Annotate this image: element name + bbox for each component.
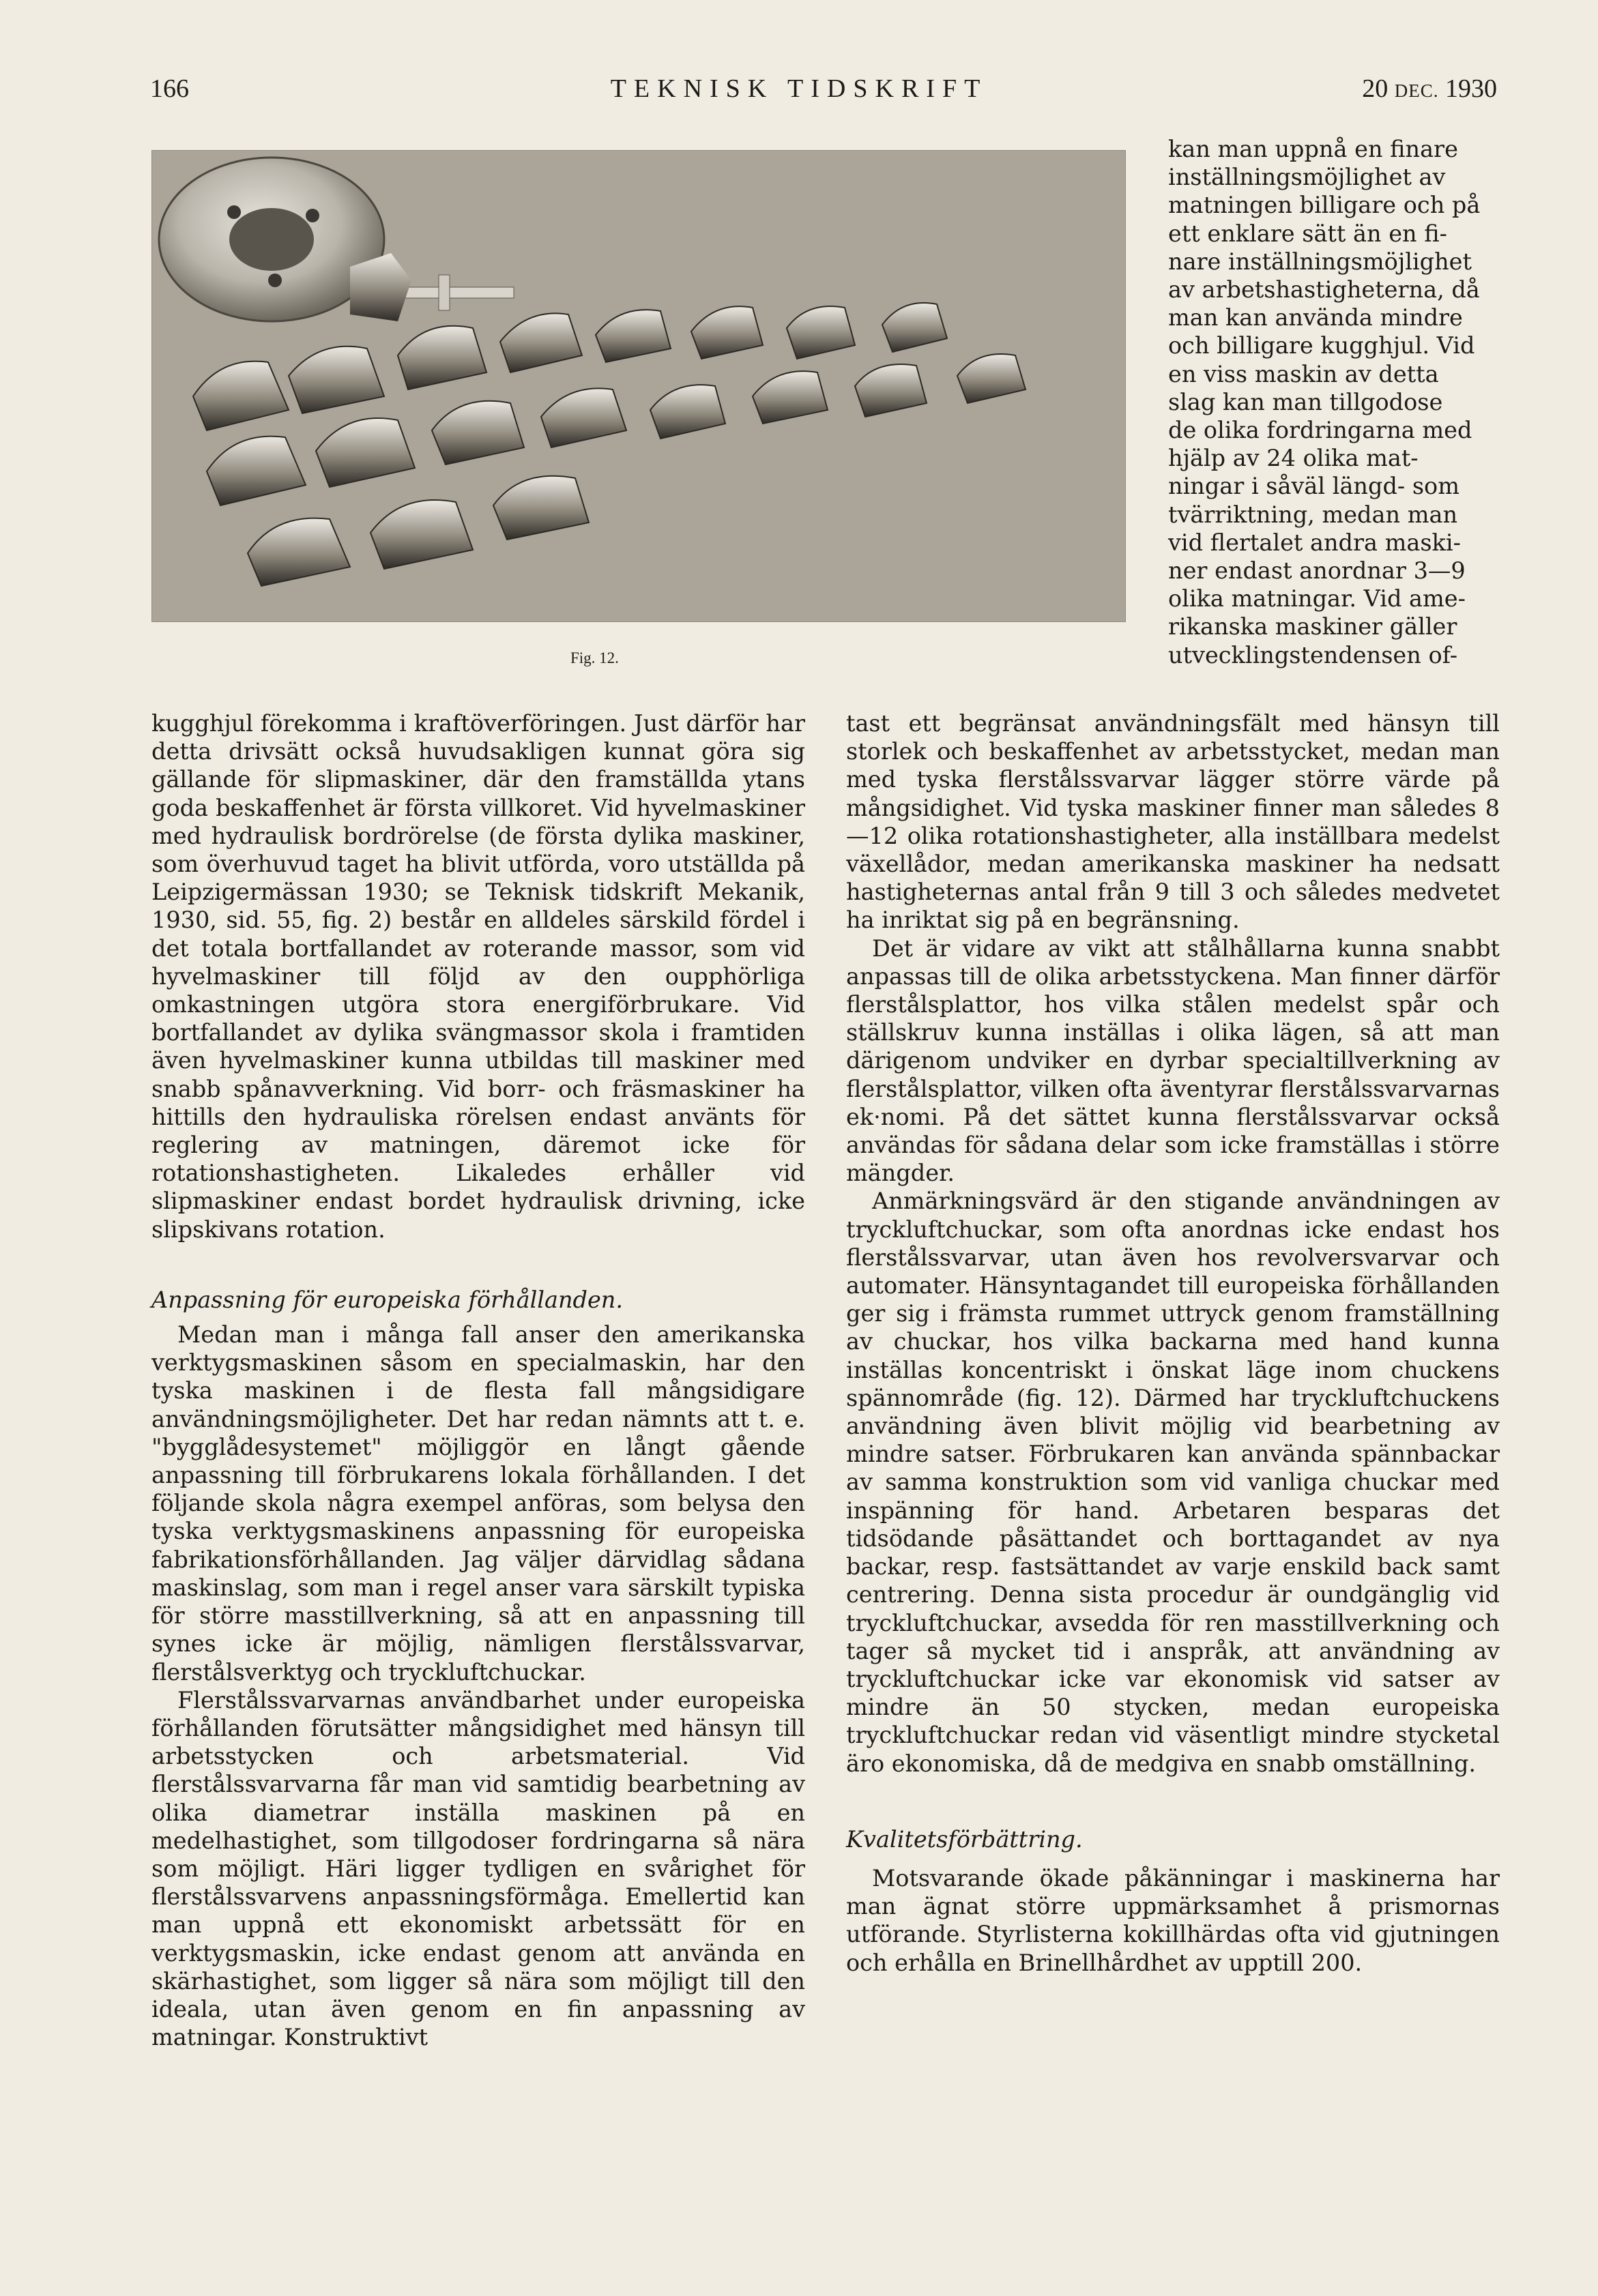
text-line: tvärriktning, medan man (1168, 501, 1458, 528)
page-header (0, 74, 1598, 115)
text-line: kan man uppnå en finare (1168, 136, 1458, 162)
text-line: nare inställningsmöjlighet (1168, 248, 1472, 275)
text-line: matningen billigare och på (1168, 192, 1481, 219)
text-line: inställningsmöjlighet av (1168, 164, 1446, 191)
paragraph: Anmärkningsvärd är den stigande användningen av tryckluftchuckar, som ofta anordnas icke endast hos flerstålssvarvar, utan även hos revolversvarvar och automater. Hänsyntagandet till europeiska förhållanden ger sig i främsta rummet uttryck genom framställning av chuckar, hos vilka backarna med hand kunna inställas koncentriskt i önskat läge inom chuckens spännområde (fig. 12). Därmed har tryckluftchuckens användning även blivit möjlig vid bearbetning av mindre satser. Förbrukaren kan använda spännbackar av samma konstruktion som vid vanliga chuckar med inspänning för hand. Arbetaren besparas det tidsödande påsättandet och borttagandet av nya backar, resp. fastsättandet av varje enskild back samt centrering. Denna sista procedur är oundgänglig vid tryckluftchuckar, avsedda för ren masstillverkning och tager så mycket tid i anspråk, att användning av tryckluftchuckar icke var ekonomisk vid satser av mindre än 50 stycken, medan europeiska tryckluftchuckar redan vid väsentligt mindre stycketal äro ekonomiska, då de medgiva en snabb omställning. (846, 1188, 1500, 1777)
text-line: de olika fordringarna med (1168, 417, 1472, 444)
paragraph: Flerstålssvarvarnas användbarhet under europeiska förhållanden förutsätter mångsidighet med hänsyn till arbetsstycken och arbetsmaterial. Vid flerstålssvarvarna får man vid samtidig bearbetning av olika diametrar inställa maskinen på en medelhastighet, som tillgodoser fordringarna så nära som möjligt. Häri ligger tydligen en svårighet för flerstålssvarvens anpassningsförmåga. Emellertid kan man uppnå ett ekonomiskt arbetssätt för en verktygsmaskin, icke endast genom att använda en skärhastighet, som ligger så nära som möjligt till den ideala, utan även genom en fin anpassning av matningar. Konstruktivt (151, 1686, 805, 2051)
text-line: olika matningar. Vid ame- (1168, 585, 1466, 613)
issue-date: 20 DEC. 1930 (1362, 74, 1497, 103)
text-line: slag kan man tillgodose (1168, 388, 1443, 415)
text-line: rikanska maskiner gäller (1168, 613, 1457, 641)
figure-caption: Fig. 12. (570, 649, 619, 666)
text-line: av arbetshastigheterna, då (1168, 276, 1480, 304)
text-line: utvecklingstendensen of- (1168, 641, 1458, 668)
text-line: och billigare kugghjul. Vid (1168, 332, 1475, 359)
left-column (151, 709, 805, 2051)
text-line: hjälp av 24 olika mat- (1168, 445, 1419, 472)
section-heading: Kvalitetsförbättring. (846, 1825, 1083, 1853)
text-line: vid flertalet andra maski- (1168, 529, 1461, 556)
chuck-jaws-photo (152, 151, 1125, 621)
figure-photo-chuck-jaws (151, 150, 1126, 622)
text-line: ningar i såväl längd- som (1168, 473, 1459, 500)
section-heading: Anpassning för europeiska förhållanden. (151, 1286, 624, 1313)
paragraph: Det är vidare av vikt att stålhållarna kunna snabbt anpassas till de olika arbetsstyckena. Man finner därför flerstålsplattor, hos vilka stålen medelst spår och ställskruv kunna inställas i olika lägen, så att man därigenom undviker en dyrbar specialtillverkning av flerstålsplattor, vilken ofta äventyrar flerstålssvarvarnas ek·nomi. På det sättet kunna flerstålssvarvar också användas för sådana delar som icke framställas i större mängder. (846, 934, 1500, 1187)
text-line: man kan använda mindre (1168, 304, 1463, 332)
text-line: ner endast anordnar 3—9 (1168, 557, 1466, 585)
paragraph: kugghjul förekomma i kraftöverföringen. Just därför har detta drivsätt också huvudsakligen kunnat göra sig gällande för slipmaskiner, där den framställda ytans goda beskaffenhet är första villkoret. Vid hyvelmaskiner med hydraulisk bordrörelse (de första dylika maskiner, som överhuvud taget ha blivit utförda, voro utställda på Leipzigermässan 1930; se Teknisk tidskrift Mekanik, 1930, sid. 55, fig. 2) består en alldeles särskild fördel i det totala bortfallandet av roterande massor, som vid hyvelmaskiner till följd av den oupphörliga omkastningen utgöra stora energiförbrukare. Vid bortfallandet av dylika svängmassor skola i framtiden även hyvelmaskiner kunna utbildas till maskiner med snabb spånavverkning. Vid borr- och fräsmaskiner ha hittills den hydrauliska rörelsen endast använts för reglering av matningen, däremot icke för rotationshastigheten. Likaledes erhåller vid slipmaskiner endast bordet hydraulisk drivning, icke slipskivans rotation. (151, 710, 805, 1243)
right-column (846, 709, 1500, 1977)
paragraph: Motsvarande ökade påkänningar i maskinerna har man ägnat större uppmärksamhet å prismornas utförande. Styrlisterna kokillhärdas ofta vid gjutningen och erhålla en Brinellhårdhet av upptill 200. (846, 1864, 1500, 1976)
text-line: ett enklare sätt än en fi- (1168, 220, 1447, 247)
paragraph: Medan man i många fall anser den amerikanska verktygsmaskinen såsom en specialmaskin, har den tyska maskinen i de flesta fall mångsidigare användningsmöjligheter. Det har redan nämnts att t. e. "bygglådesystemet" möjliggör en långt gående anpassning till förbrukarens lokala förhållanden. I det följande skola några exempel anföras, som belysa den tyska verktygsmaskinens anpassning för europeiska fabrikationsförhållanden. Jag väljer därvidlag sådana maskinslag, som man i regel anser vara särskilt typiska för större masstillverkning, så att en anpassning till synes icke är möjlig, nämligen flerstålssvarvar, flerstålsverktyg och tryckluftchuckar. (151, 1321, 805, 1686)
journal-title: TEKNISK TIDSKRIFT (610, 74, 988, 103)
text-line: en viss maskin av detta (1168, 360, 1439, 387)
page-number: 166 (150, 74, 189, 103)
paragraph: tast ett begränsat användningsfält med hänsyn till storlek och beskaffenhet av arbetsstycket, medan man med tyska flerstålssvarvar lägger större värde på mångsidighet. Vid tyska maskiner finner man således 8—12 olika rotationshastigheter, alla inställbara medelst växellådor, medan amerikanska maskiner ha nedsatt hastigheternas antal från 9 till 3 och således medvetet ha inriktat sig på en begränsning. (846, 710, 1500, 934)
column-beside-figure (1168, 135, 1501, 669)
